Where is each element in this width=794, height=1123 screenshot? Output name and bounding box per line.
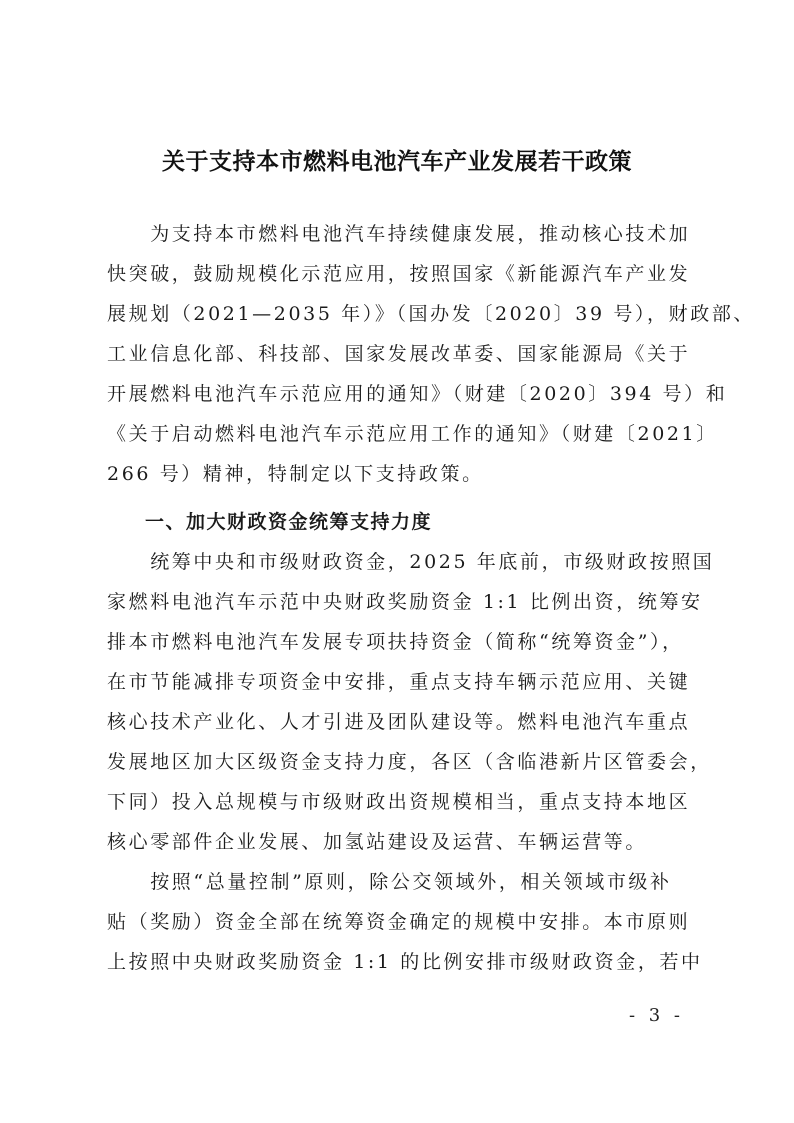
text-line: 266 号）精神，特制定以下支持政策。 (107, 463, 484, 485)
text-line: 按照“总量控制”原则，除公交领域外，相关领域市级补 (107, 871, 672, 893)
text-line: 核心零部件企业发展、加氢站建设及运营、车辆运营等。 (107, 831, 648, 853)
page-number: - 3 - (628, 1005, 684, 1026)
section-heading: 一、加大财政资金统筹支持力度 (145, 511, 433, 533)
text-line: 为支持本市燃料电池汽车持续健康发展，推动核心技术加 (107, 223, 691, 245)
text-line: 工业信息化部、科技部、国家发展改革委、国家能源局《关于 (107, 343, 691, 365)
section-1 (107, 502, 715, 982)
section-1-paragraph-2 (107, 862, 703, 982)
text-line: 快突破，鼓励规模化示范应用，按照国家《新能源汽车产业发 (107, 263, 691, 285)
text-line: 在市节能减排专项资金中安排，重点支持车辆示范应用、关键 (107, 671, 691, 693)
text-line: 下同）投入总规模与市级财政出资规模相当，重点支持本地区 (107, 791, 691, 813)
text-line: 排本市燃料电池汽车发展专项扶持资金（简称“统筹资金”）， (107, 631, 684, 653)
text-line: 家燃料电池汽车示范中央财政奖励资金 1:1 比例出资，统筹安 (107, 591, 703, 613)
text-line: 核心技术产业化、人才引进及团队建设等。燃料电池汽车重点 (107, 711, 691, 733)
text-line: 发展地区加大区级资金支持力度，各区（含临港新片区管委会， (107, 751, 712, 773)
section-1-paragraph-1 (107, 542, 715, 862)
text-line: 开展燃料电池汽车示范应用的通知》（财建〔2020〕394 号）和 (107, 383, 728, 405)
document-title: 关于支持本市燃料电池汽车产业发展若干政策 (162, 149, 632, 175)
text-line: 统筹中央和市级财政资金，2025 年底前，市级财政按照国 (107, 551, 715, 573)
text-line: 展规划（2021—2035 年）》（国办发〔2020〕39 号），财政部、 (107, 303, 756, 325)
intro-paragraph (107, 214, 756, 494)
text-line: 上按照中央财政奖励资金 1:1 的比例安排市级财政资金，若中 (107, 951, 703, 973)
text-line: 贴（奖励）资金全部在统筹资金确定的规模中安排。本市原则 (107, 911, 691, 933)
text-line: 《关于启动燃料电池汽车示范应用工作的通知》（财建〔2021〕 (107, 423, 718, 445)
